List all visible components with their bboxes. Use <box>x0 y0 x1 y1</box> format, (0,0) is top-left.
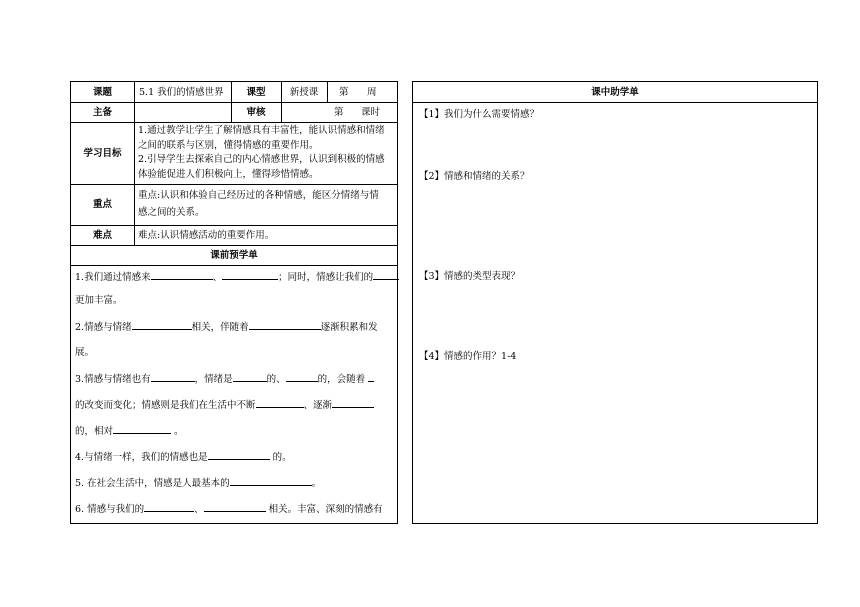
difficulty-text: 难点:认识情感活动的重要作用。 <box>138 229 275 241</box>
in-class-title: 课中助学单 <box>591 86 639 98</box>
key-point-line: 重点:认识和体验自己经历过的各种情感，能区分情绪与情 <box>138 190 379 201</box>
preview-line-3: 2.情感与情绪 相关，伴随着 逐渐积累和发 <box>75 318 393 333</box>
blank <box>256 396 304 408</box>
objectives-line: 体验能促进人们积极向上，懂得珍惜情感。 <box>138 168 319 180</box>
blank <box>113 422 171 434</box>
blank <box>222 268 278 280</box>
left-table <box>70 81 398 524</box>
question-1: 【1】我们为什么需要情感？ <box>419 109 540 120</box>
objectives-label: 学习目标 <box>83 147 122 159</box>
topic-label: 课题 <box>92 86 112 98</box>
blank <box>230 474 312 486</box>
blank <box>151 268 213 280</box>
blank <box>332 396 374 408</box>
preview-line-6: 的改变而变化；情感则是我们在生活中不断 、逐渐 <box>75 396 393 411</box>
type-label: 课型 <box>246 86 266 98</box>
blank <box>151 370 195 382</box>
type-value: 新授课 <box>289 86 319 98</box>
difficulty-label: 难点 <box>92 229 112 241</box>
blank <box>204 500 266 512</box>
key-point-line: 感之间的关系。 <box>138 207 205 218</box>
question-3: 【3】情感的类型表现？ <box>419 271 521 282</box>
preparer-label: 主备 <box>92 106 112 118</box>
preview-line-1: 1.我们通过情感来 、 ；同时，情感让我们的 <box>75 268 393 283</box>
objectives-line: 2.引导学生去探索自己的内心情感世界，认识到积极的情感 <box>138 154 385 165</box>
preview-line-8: 4.与情绪一样，我们的情感也是 的。 <box>75 448 393 463</box>
question-4: 【4】情感的作用？1-4 <box>419 351 517 362</box>
blank <box>233 370 267 382</box>
blank <box>132 318 192 330</box>
blank <box>373 268 399 280</box>
blank <box>249 318 321 330</box>
preview-line-4: 展。 <box>75 347 95 358</box>
key-point-label: 重点 <box>92 199 112 210</box>
preview-line-5: 3.情感与情绪也有 ，情绪是 的、 的，会随着 <box>75 370 393 385</box>
preview-line-9: 5. 在社会生活中，情感是人最基本的 。 <box>75 474 393 489</box>
key-point-text <box>138 187 396 221</box>
right-table <box>412 81 818 524</box>
objectives-line: 之间的联系与区别，懂得情感的重要作用。 <box>138 139 319 151</box>
objectives-line: 1.通过教学让学生了解情感具有丰富性，能认识情感和情绪 <box>138 125 385 136</box>
blank <box>144 500 194 512</box>
week-label: 第 <box>339 86 349 98</box>
blank <box>208 448 270 460</box>
worksheet <box>70 81 817 524</box>
lesson-unit: 课时 <box>361 106 381 118</box>
objectives-text <box>138 124 396 182</box>
preview-line-7: 的，相对 。 <box>75 422 393 437</box>
lesson-label: 第 <box>334 106 344 118</box>
week-unit: 周 <box>367 86 377 98</box>
blank <box>368 370 374 382</box>
preview-line-10: 6. 情感与我们的 、 相关。丰富、深刻的情感有 <box>75 500 393 515</box>
reviewer-label: 审核 <box>246 106 266 118</box>
question-2: 【2】情感和情绪的关系？ <box>419 171 530 182</box>
blank <box>286 370 318 382</box>
preview-title: 课前预学单 <box>210 249 258 261</box>
preview-line-2: 更加丰富。 <box>75 295 123 306</box>
topic-value: 5.1 我们的情感世界 <box>139 86 224 98</box>
